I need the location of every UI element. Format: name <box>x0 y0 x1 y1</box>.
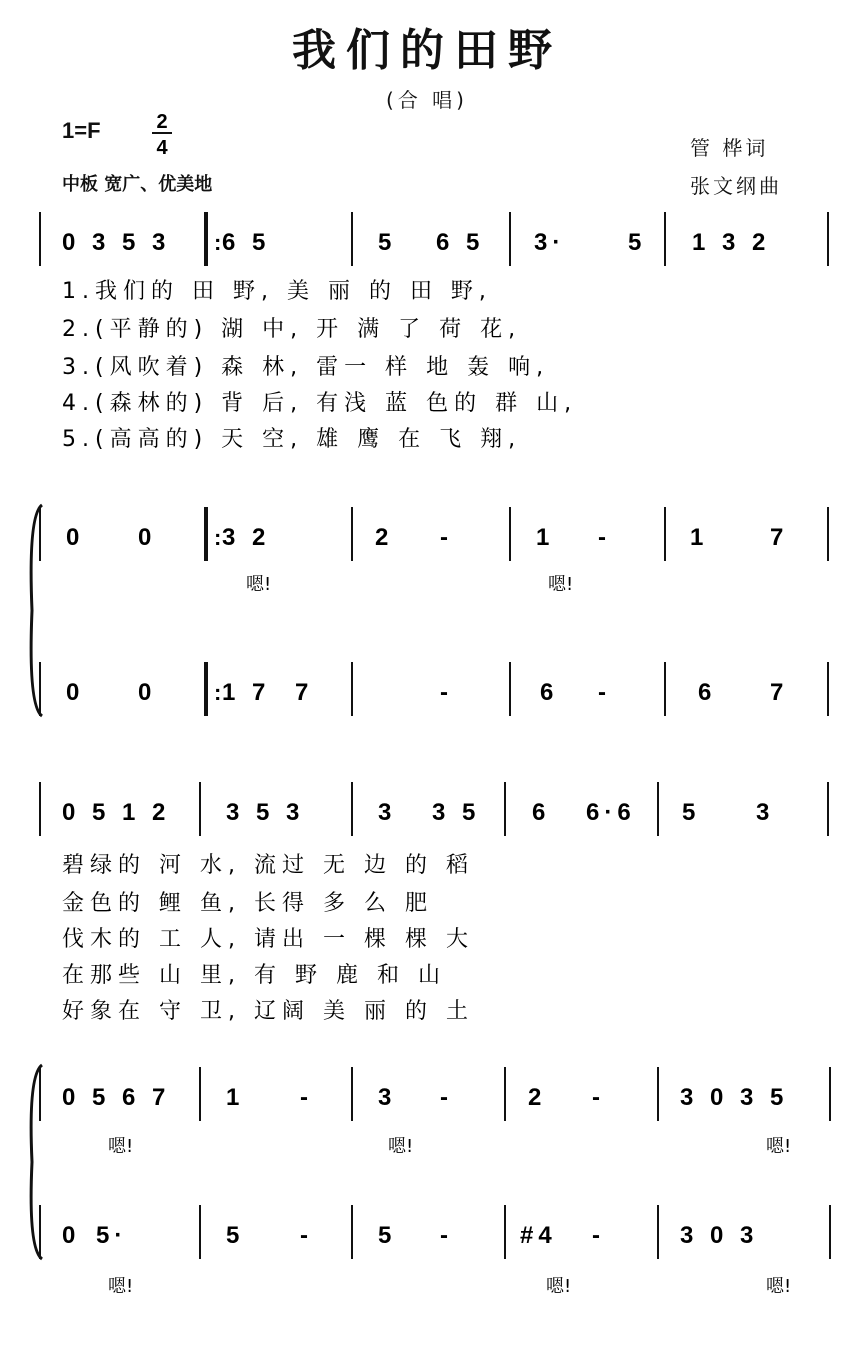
harmony-lyric: 嗯! <box>246 574 272 595</box>
jianpu-note: - <box>592 1084 605 1111</box>
jianpu-note: 3 0 3 5 <box>680 1084 789 1111</box>
jianpu-note: 0 5 6 7 <box>62 1084 171 1111</box>
jianpu-note: 7 <box>770 679 789 706</box>
jianpu-note: 3 5 <box>432 799 481 826</box>
jianpu-note: 5 <box>628 229 647 256</box>
jianpu-note: 1 <box>226 1084 245 1111</box>
jianpu-note: 3 0 3 <box>680 1222 759 1249</box>
jianpu-note: 0 <box>66 679 85 706</box>
jianpu-note: 5 <box>378 1222 397 1249</box>
jianpu-note: 5 <box>226 1222 245 1249</box>
song-title: 我们的田野 <box>292 25 562 76</box>
repeat-dots: : <box>214 525 222 550</box>
harmony-lyric: 嗯! <box>766 1136 792 1157</box>
verse-lyric-line: 4.(森林的) 背 后, 有浅 蓝 色的 群 山, <box>62 391 578 416</box>
harmony-lyric: 嗯! <box>388 1136 414 1157</box>
jianpu-note: 0 5 1 2 <box>62 799 171 826</box>
jianpu-note: - <box>440 1084 453 1111</box>
lyricist-credit: 管 桦词 <box>690 136 769 160</box>
verse-lyric-line: 2.(平静的) 湖 中, 开 满 了 荷 花, <box>62 317 522 342</box>
jianpu-note: 1 <box>536 524 555 551</box>
jianpu-note: - <box>300 1084 313 1111</box>
jianpu-note: 5 <box>378 229 397 256</box>
harmony-lyric: 嗯! <box>546 1276 572 1297</box>
jianpu-note: 0 <box>138 679 157 706</box>
jianpu-note: - <box>598 524 611 551</box>
jianpu-note: 5· <box>96 1222 128 1249</box>
time-signature-top: 2 <box>156 111 168 133</box>
jianpu-note: 6 <box>698 679 717 706</box>
verse-lyric-line: 3.(风吹着) 森 林, 雷一 样 地 轰 响, <box>62 355 550 380</box>
verse-lyric-line: 金色的 鲤 鱼, 长得 多 么 肥 <box>62 891 433 916</box>
jianpu-note: 0 <box>62 1222 81 1249</box>
key-signature: 1=F <box>62 118 101 143</box>
jianpu-note: 3 <box>756 799 775 826</box>
jianpu-note: 5 <box>682 799 701 826</box>
verse-lyric-line: 在那些 山 里, 有 野 鹿 和 山 <box>62 963 446 988</box>
jianpu-note: 0 3 5 3 <box>62 229 171 256</box>
jianpu-note: 1 7 <box>222 679 271 706</box>
jianpu-note: - <box>300 1222 313 1249</box>
jianpu-note: 2 <box>528 1084 547 1111</box>
jianpu-note: 2 <box>375 524 394 551</box>
jianpu-note: 6 5 <box>222 229 271 256</box>
jianpu-note: - <box>598 679 611 706</box>
jianpu-note: 6 5 <box>436 229 485 256</box>
jianpu-note: 6 <box>532 799 551 826</box>
verse-lyric-line: 伐木的 工 人, 请出 一 棵 棵 大 <box>62 927 474 952</box>
jianpu-note: 1 3 2 <box>692 229 771 256</box>
verse-lyric-line: 1.我们的 田 野, 美 丽 的 田 野, <box>62 279 492 304</box>
jianpu-note: 6 <box>540 679 559 706</box>
tempo-marking: 中板 宽广、优美地 <box>62 174 213 195</box>
jianpu-note: 3 <box>378 799 397 826</box>
jianpu-note: 0 <box>138 524 157 551</box>
jianpu-note: 3· <box>534 229 566 256</box>
jianpu-note: 0 <box>66 524 85 551</box>
song-subtitle: (合 唱) <box>386 88 468 112</box>
jianpu-note: - <box>440 524 453 551</box>
verse-lyric-line: 5.(高高的) 天 空, 雄 鹰 在 飞 翔, <box>62 427 522 452</box>
verse-lyric-line: 好象在 守 卫, 辽阔 美 丽 的 土 <box>62 999 474 1024</box>
harmony-lyric: 嗯! <box>548 574 574 595</box>
harmony-lyric: 嗯! <box>766 1276 792 1297</box>
repeat-dots: : <box>214 230 222 255</box>
verse-lyric-line: 碧绿的 河 水, 流过 无 边 的 稻 <box>62 853 474 878</box>
harmony-lyric: 嗯! <box>108 1276 134 1297</box>
jianpu-note: - <box>592 1222 605 1249</box>
jianpu-note: - <box>440 1222 453 1249</box>
jianpu-note: 6·6 <box>586 799 636 826</box>
jianpu-note: 7 <box>770 524 789 551</box>
jianpu-note: 3 5 3 <box>226 799 305 826</box>
jianpu-note: 3 <box>378 1084 397 1111</box>
jianpu-note: #4 <box>520 1222 557 1249</box>
harmony-lyric: 嗯! <box>108 1136 134 1157</box>
repeat-dots: : <box>214 680 222 705</box>
jianpu-note: 1 <box>690 524 709 551</box>
composer-credit: 张文纲曲 <box>690 174 782 198</box>
jianpu-note: - <box>440 679 453 706</box>
time-signature-bottom: 4 <box>156 137 168 159</box>
jianpu-note: 7 <box>295 679 314 706</box>
jianpu-note: 3 2 <box>222 524 271 551</box>
